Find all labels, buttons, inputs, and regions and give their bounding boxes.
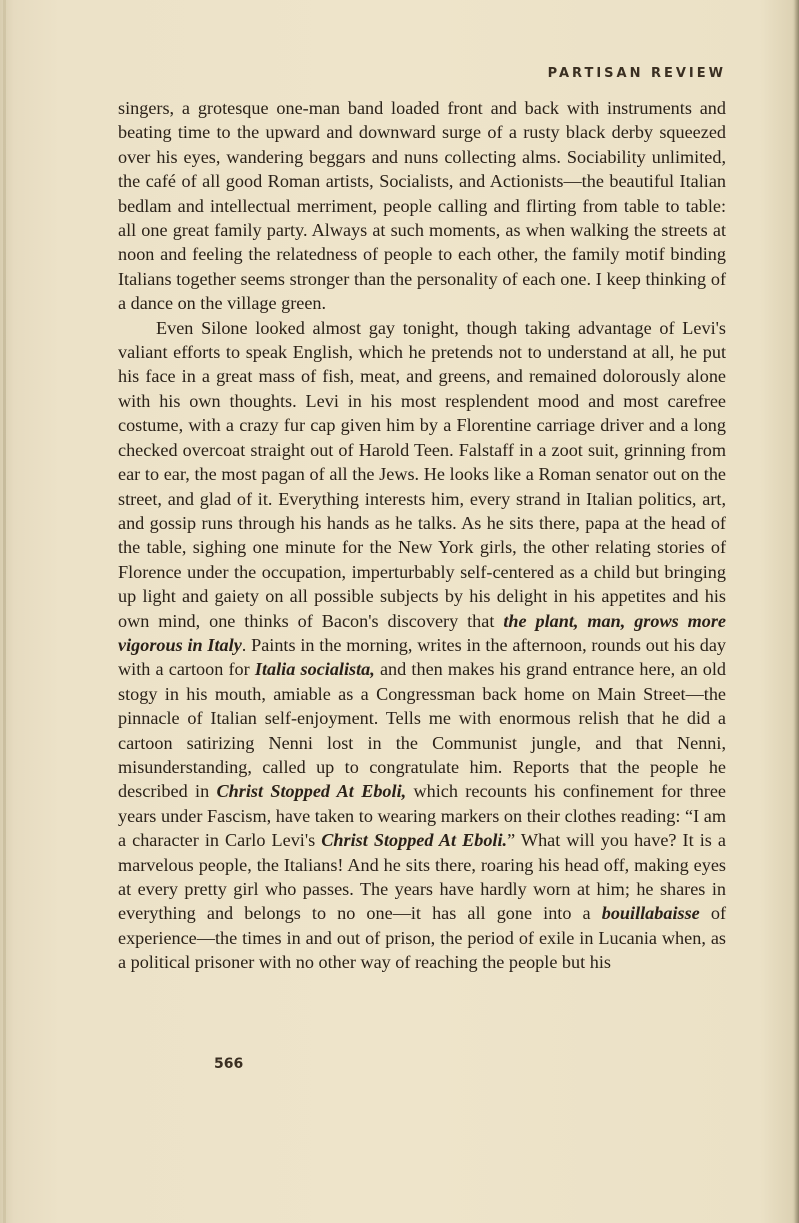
body-text — [118, 96, 726, 975]
italic-title: Christ Stopped At Eboli. — [321, 830, 508, 851]
paragraph-1 — [118, 96, 726, 316]
page-edge-shadow — [794, 0, 799, 1223]
text-segment: of experience—the times in and out of prison, the period of exile in Lucania when, as a political prisoner with no other way of reaching the people but his — [118, 903, 726, 973]
italic-title: Christ Stopped At Eboli, — [216, 781, 407, 802]
running-head: PARTISAN REVIEW — [547, 66, 726, 81]
text-segment: . Paints in the morning, writes in the afternoon, rounds out his day with a cartoon for — [118, 634, 726, 680]
paragraph-2 — [118, 316, 726, 975]
italic-term: bouillabaisse — [601, 903, 700, 924]
italic-quote: the plant, man, grows more vigorous in Italy — [118, 610, 726, 655]
text-segment: and then makes his grand entrance here, an old stogy in his mouth, amiable as a Congressman back home on Main Street—the pinnacle of Italian self-enjoyment. Tells me with enormous relish that he did a cartoon satirizing Nenni lost in the Communist jungle, and that Nenni, misunderstanding, called up to congratulate him. Reports that the people he described in — [118, 659, 726, 802]
binding-gutter — [3, 0, 6, 1223]
text-segment: which recounts his confinement for three years under Fascism, have taken to wearing markers on their clothes reading: “I am a character in Carlo Levi's — [118, 781, 726, 851]
paragraph-1-text: singers, a grotesque one-man band loaded front and back with instruments and beating time to the upward and downward surge of a rusty black derby squeezed over his eyes, wandering beggars and nuns collecting alms. Sociability unlimited, the café of all good Roman artists, Socialists, and Actionists—the beautiful Italian bedlam and intellectual merriment, people calling and flirting from table to table: all one great family party. Always at such moments, as when walking the streets at noon and feeling the relatedness of people to each other, the family motif binding Italians together seems stronger than the personality of each one. I keep thinking of a dance on the village green. — [118, 98, 726, 314]
text-segment: Even Silone looked almost gay tonight, though taking advantage of Levi's valiant efforts to speak English, which he pretends not to understand at all, he put his face in a great mass of fish, meat, and greens, and remained dolorously alone with his own thoughts. Levi in his most resplendent mood and most carefree costume, with a crazy fur cap given him by a Florentine carriage driver and a long checked overcoat straight out of Harold Teen. Falstaff in a zoot suit, grinning from ear to ear, the most pagan of all the Jews. He looks like a Roman senator out on the street, and glad of it. Everything interests him, every strand in Italian politics, art, and gossip runs through his hands as he talks. As he sits there, papa at the head of the table, sighing one minute for the New York girls, the other relating stories of Florence under the occupation, imperturbably self-centered as a child but bringing up light and gaiety on all possible subjects by his delight in his appetites and his own mind, one thinks of Bacon's discovery that — [118, 317, 726, 631]
page-number: 566 — [214, 1056, 244, 1072]
italic-title: Italia socialista, — [254, 659, 375, 680]
text-segment: ” What will you have? It is a marvelous people, the Italians! And he sits there, roaring his head off, making eyes at every pretty girl who passes. The years have hardly worn at him; he shares in everything and belongs to no one—it has all gone into a — [118, 830, 726, 924]
